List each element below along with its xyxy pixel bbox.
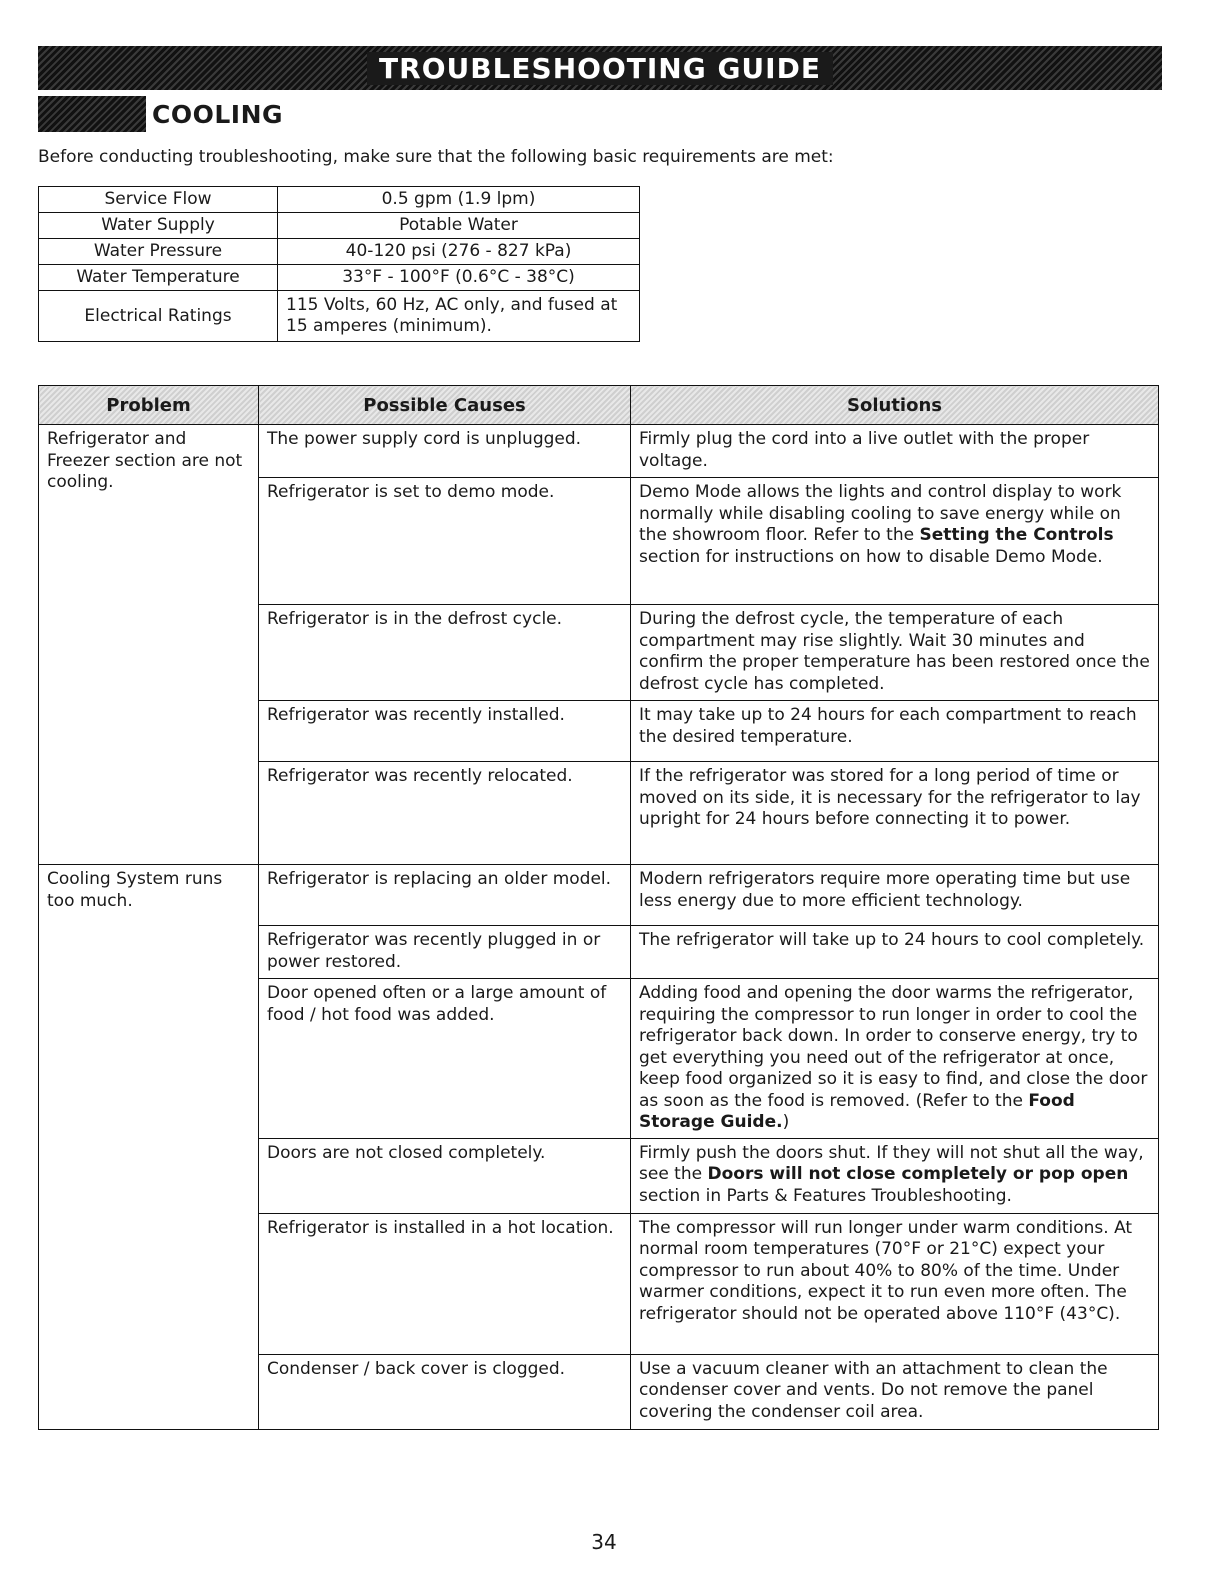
solution-text: section for instructions on how to disable Demo Mode. xyxy=(639,546,1103,567)
intro-text: Before conducting troubleshooting, make sure that the following basic requirements are met: xyxy=(38,147,834,167)
table-row xyxy=(39,239,640,265)
solution-text: section in Parts & Features Troubleshooting. xyxy=(639,1185,1012,1206)
table-row xyxy=(39,425,1159,478)
requirement-label: Service Flow xyxy=(39,187,278,213)
requirement-value: 33°F - 100°F (0.6°C - 38°C) xyxy=(278,265,640,291)
cause-cell: Refrigerator is in the defrost cycle. xyxy=(259,605,631,701)
table-row xyxy=(39,865,1159,926)
cause-cell: Refrigerator was recently relocated. xyxy=(259,762,631,865)
cause-cell: Door opened often or a large amount of food / hot food was added. xyxy=(259,979,631,1139)
solution-reference: Setting the Controls xyxy=(919,525,1114,545)
solution-cell xyxy=(631,478,1159,605)
solution-text: Firmly push the doors shut. If they will not shut all the way, see the xyxy=(639,1142,1144,1184)
banner-title: TROUBLESHOOTING GUIDE xyxy=(367,52,833,85)
guide-banner xyxy=(38,46,1162,90)
requirement-label: Water Pressure xyxy=(39,239,278,265)
requirement-label: Electrical Ratings xyxy=(39,291,278,342)
solution-cell: During the defrost cycle, the temperature of each compartment may rise slightly. Wait 30 minutes and confirm the proper temperature has been restored once the defrost cycle has completed. xyxy=(631,605,1159,701)
section-marker xyxy=(38,96,146,132)
solution-cell: The refrigerator will take up to 24 hours to cool completely. xyxy=(631,926,1159,979)
problem-cell: Refrigerator and Freezer section are not cooling. xyxy=(39,425,259,865)
section-heading xyxy=(38,96,283,132)
solution-cell: Use a vacuum cleaner with an attachment to clean the condenser cover and vents. Do not remove the panel covering the condenser coil area. xyxy=(631,1354,1159,1429)
solution-reference: Food Storage Guide. xyxy=(639,1090,1075,1132)
requirement-value: 40-120 psi (276 - 827 kPa) xyxy=(278,239,640,265)
header-solutions: Solutions xyxy=(631,386,1159,425)
section-title: COOLING xyxy=(152,99,284,129)
table-row xyxy=(39,265,640,291)
troubleshooting-table xyxy=(38,385,1159,1430)
cause-cell: Refrigerator is installed in a hot location. xyxy=(259,1213,631,1354)
cause-cell: Refrigerator was recently installed. xyxy=(259,701,631,762)
solution-cell xyxy=(631,1138,1159,1213)
solution-text: ) xyxy=(782,1112,790,1132)
solution-cell: If the refrigerator was stored for a long period of time or moved on its side, it is necessary for the refrigerator to lay upright for 24 hours before connecting it to power. xyxy=(631,762,1159,865)
table-row xyxy=(39,213,640,239)
table-row xyxy=(39,187,640,213)
solution-cell: Modern refrigerators require more operating time but use less energy due to more efficient technology. xyxy=(631,865,1159,926)
cause-cell: Refrigerator was recently plugged in or power restored. xyxy=(259,926,631,979)
cause-cell: Condenser / back cover is clogged. xyxy=(259,1354,631,1429)
cause-cell: The power supply cord is unplugged. xyxy=(259,425,631,478)
solution-reference: Doors will not close completely or pop open xyxy=(707,1164,1129,1184)
cause-cell: Doors are not closed completely. xyxy=(259,1138,631,1213)
requirement-value: 115 Volts, 60 Hz, AC only, and fused at 15 amperes (minimum). xyxy=(278,291,640,342)
requirement-value: Potable Water xyxy=(278,213,640,239)
page-number: 34 xyxy=(591,1530,617,1554)
solution-cell: Firmly plug the cord into a live outlet with the proper voltage. xyxy=(631,425,1159,478)
table-row xyxy=(39,291,640,342)
requirements-table xyxy=(38,186,640,342)
solution-cell xyxy=(631,979,1159,1139)
solution-cell: The compressor will run longer under warm conditions. At normal room temperatures (70°F or 21°C) expect your compressor to run about 40% to 80% of the time. Under warmer conditions, expect it to run even more often. The refrigerator should not be operated above 110°F (43°C). xyxy=(631,1213,1159,1354)
cause-cell: Refrigerator is set to demo mode. xyxy=(259,478,631,605)
cause-cell: Refrigerator is replacing an older model. xyxy=(259,865,631,926)
requirement-value: 0.5 gpm (1.9 lpm) xyxy=(278,187,640,213)
problem-cell: Cooling System runs too much. xyxy=(39,865,259,1430)
solution-cell: It may take up to 24 hours for each compartment to reach the desired temperature. xyxy=(631,701,1159,762)
header-causes: Possible Causes xyxy=(259,386,631,425)
solution-text: Adding food and opening the door warms the refrigerator, requiring the compressor to run longer in order to cool the refrigerator back down. In order to conserve energy, try to get everything you need out of the refrigerator at once, keep food organized so it is easy to find, and close the door as soon as the food is removed. (Refer to the xyxy=(639,983,1148,1111)
requirement-label: Water Supply xyxy=(39,213,278,239)
solution-text: Demo Mode allows the lights and control display to work normally while disabling cooling to save energy while on the showroom floor. Refer to the xyxy=(639,482,1122,545)
header-problem: Problem xyxy=(39,386,259,425)
requirement-label: Water Temperature xyxy=(39,265,278,291)
table-header-row xyxy=(39,386,1159,425)
